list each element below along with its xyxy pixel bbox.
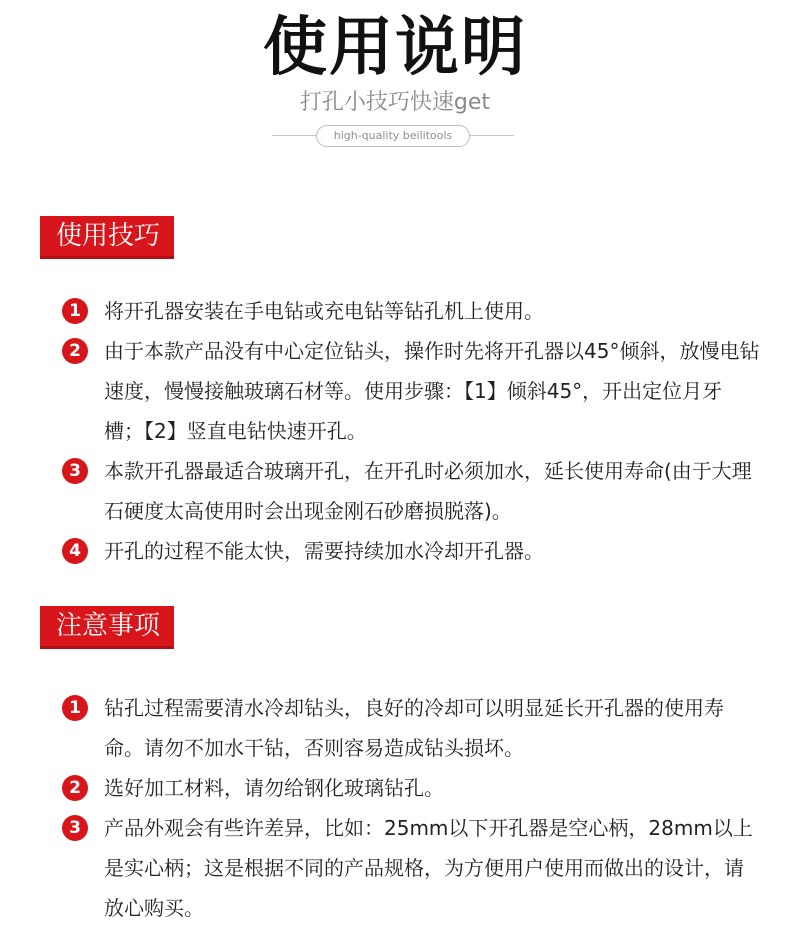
list-item — [62, 291, 762, 331]
item-text: 产品外观会有些许差异，比如：25mm以下开孔器是空心柄，28mm以上是实心柄；这是根据不同的产品规格，为方便用户使用而做出的设计，请放心购买。 — [104, 816, 753, 920]
brand-row — [0, 124, 790, 148]
number-badge: 3 — [62, 815, 88, 841]
item-text: 选好加工材料，请勿给钢化玻璃钻孔。 — [104, 776, 444, 800]
list-item — [62, 768, 762, 808]
number-badge: 2 — [62, 338, 88, 364]
section-title: 使用技巧 — [56, 221, 161, 251]
list-item — [62, 451, 762, 531]
tag-shadow — [40, 256, 174, 259]
number-badge: 1 — [62, 298, 88, 324]
list-item — [62, 531, 762, 571]
number-badge: 1 — [62, 695, 88, 721]
list-item — [62, 331, 762, 451]
item-text: 将开孔器安装在手电钻或充电钻等钻孔机上使用。 — [104, 299, 544, 323]
page-title: 使用说明 — [263, 11, 527, 85]
brand-badge: high-quality beilitools — [316, 125, 470, 147]
item-text: 本款开孔器最适合玻璃开孔，在开孔时必须加水，延长使用寿命(由于大理石硬度太高使用时会出现金刚石砂磨损脱落)。 — [104, 459, 752, 523]
section-title: 注意事项 — [56, 611, 161, 641]
number-badge: 3 — [62, 458, 88, 484]
section-tag-notes — [40, 606, 174, 646]
list-item — [62, 688, 762, 768]
item-text: 钻孔过程需要清水冷却钻头，良好的冷却可以明显延长开孔器的使用寿命。请勿不加水干钻，否则容易造成钻头损坏。 — [104, 696, 724, 760]
page-subtitle: 打孔小技巧快速get — [299, 90, 491, 115]
item-text: 由于本款产品没有中心定位钻头，操作时先将开孔器以45°倾斜，放慢电钻速度，慢慢接触玻璃石材等。使用步骤：【1】倾斜45°，开出定位月牙槽；【2】竖直电钻快速开孔。 — [104, 339, 760, 443]
tag-shadow — [40, 646, 174, 649]
item-text: 开孔的过程不能太快，需要持续加水冷却开孔器。 — [104, 539, 544, 563]
divider-left — [272, 135, 316, 136]
number-badge: 4 — [62, 538, 88, 564]
notes-list — [62, 688, 762, 928]
divider-right — [470, 135, 514, 136]
usage-tips-list — [62, 291, 762, 571]
section-tag-usage-tips — [40, 216, 174, 256]
number-badge: 2 — [62, 775, 88, 801]
list-item — [62, 808, 762, 928]
